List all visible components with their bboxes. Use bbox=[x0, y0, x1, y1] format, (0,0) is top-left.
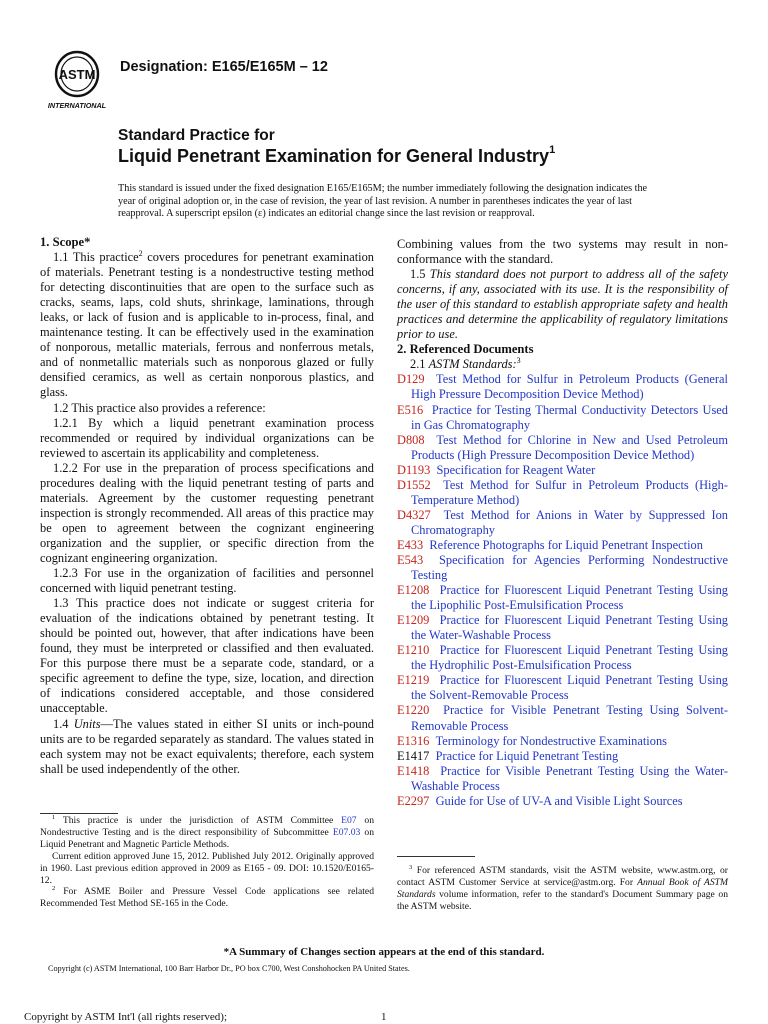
reference-title-link[interactable]: Test Method for Sulfur in Petroleum Products (General High Pressure Decomposition Device Method) bbox=[411, 372, 728, 402]
reference-code-link[interactable]: E1316 bbox=[397, 733, 430, 748]
para-1-3: 1.3 This practice does not indicate or suggest criteria for evaluation of the indications obtained by penetrant testing. It should be pointed out, however, that after indications have been found, they must be interpreted or classified and then evaluated. For this purpose there must be a separate code, standard, or a specific agreement to define the type, size, location, and direction of indications considered acceptable, and those considered unacceptable. bbox=[40, 596, 374, 716]
title-footnote-ref[interactable]: 1 bbox=[549, 144, 556, 156]
reference-code-link[interactable]: E433 bbox=[397, 537, 424, 552]
reference-code-link[interactable]: D129 bbox=[397, 372, 425, 387]
reference-item bbox=[397, 403, 728, 433]
reference-item bbox=[397, 553, 728, 583]
reference-title-link[interactable]: Practice for Fluorescent Liquid Penetrant Testing Using the Lipophilic Post-Emulsification Process bbox=[411, 583, 728, 613]
reference-item bbox=[397, 613, 728, 643]
reference-title-link[interactable]: Practice for Testing Thermal Conductivity Detectors Used in Gas Chromatography bbox=[411, 402, 728, 432]
svg-text:INTERNATIONAL: INTERNATIONAL bbox=[47, 101, 107, 110]
reference-item bbox=[397, 372, 728, 402]
reference-code-link[interactable]: E1208 bbox=[397, 583, 430, 598]
reference-title-link[interactable]: Reference Photographs for Liquid Penetrant Inspection bbox=[429, 537, 703, 552]
reference-code-link[interactable]: E1417 bbox=[397, 748, 430, 763]
footnotes-left bbox=[40, 815, 374, 910]
section-heading-referenced-documents: 2. Referenced Documents bbox=[397, 342, 534, 357]
footnote-divider-right bbox=[397, 856, 475, 857]
footnote-ref-3[interactable]: 3 bbox=[516, 356, 521, 366]
reference-item bbox=[397, 508, 728, 538]
page-title bbox=[118, 146, 555, 167]
right-column bbox=[397, 237, 728, 809]
para-1-2-1: 1.2.1 By which a liquid penetrant examination process recommended or required by individual organizations can be reviewed to ascertain its applicability and completeness. bbox=[40, 415, 374, 460]
reference-title-link[interactable]: Practice for Fluorescent Liquid Penetrant Testing Using the Water-Washable Process bbox=[411, 613, 728, 643]
subcommittee-e07-03-link[interactable]: E07.03 bbox=[332, 826, 361, 838]
para-1-4: 1.4 Units—The values stated in either SI units or inch-pound units are to be regarded separately as standard. The values stated in each system may not be exact equivalents; therefore, each system shall be used independently of the other. bbox=[40, 716, 374, 776]
reference-code-link[interactable]: E543 bbox=[397, 552, 424, 567]
reference-title-link[interactable]: Terminology for Nondestructive Examinations bbox=[435, 733, 667, 748]
reference-code-link[interactable]: E1209 bbox=[397, 613, 430, 628]
issue-note: This standard is issued under the fixed designation E165/E165M; the number immediately following the designation indicates the year of original adoption or, in the case of revision, the year of last revision. A number in parentheses indicates the year of last reapproval. A superscript epsilon (ε) indicates an editorial change since the last revision or reapproval. bbox=[118, 183, 648, 219]
reference-title-link[interactable]: Practice for Fluorescent Liquid Penetrant Testing Using the Solvent-Removable Process bbox=[411, 673, 728, 703]
page-number: 1 bbox=[381, 1011, 387, 1023]
section-heading-scope: 1. Scope* bbox=[40, 235, 91, 249]
footnote-1-edition: Current edition approved June 15, 2012. Published July 2012. Originally approved in 1960. Last previous edition approved in 2009 as E165 - 09. DOI: 10.1520/E0165-12. bbox=[40, 850, 374, 886]
reference-title-link[interactable]: Practice for Visible Penetrant Testing Using Solvent-Removable Process bbox=[411, 703, 728, 733]
reference-item bbox=[397, 463, 728, 478]
reference-item bbox=[397, 478, 728, 508]
copyright-notice: Copyright by ASTM Int'l (all rights reserved); bbox=[24, 1011, 228, 1023]
reference-title-link[interactable]: Test Method for Chlorine in New and Used Petroleum Products (High Pressure Decomposition Device Method) bbox=[411, 432, 729, 462]
reference-code-link[interactable]: E516 bbox=[397, 402, 424, 417]
reference-code-link[interactable]: D4327 bbox=[397, 507, 431, 522]
para-1-2: 1.2 This practice also provides a reference: bbox=[53, 400, 266, 415]
para-1-1: 1.1 This practice$^2$ covers procedures for penetrant examination of materials. Penetrant testing is a nondestructive testing method for detecting discontinuities that are open to the surface such as cracks, seams, laps, cold shuts, shrinkage, laminations, through leaks, or lack of fusion and is applicable to in-process, final, and maintenance testing. It can be effectively used in the examination of nonporous, metallic materials, ferrous and nonferrous metals, and of nonmetallic materials such as nonporous glazed or fully densified ceramics, as well as certain nonporous plastics, and glass. bbox=[40, 248, 374, 400]
reference-title-link[interactable]: Practice for Liquid Penetrant Testing bbox=[435, 748, 619, 763]
para-2-1: 2.1 ASTM Standards:$^3$ bbox=[410, 356, 521, 372]
reference-code-link[interactable]: D1552 bbox=[397, 477, 431, 492]
reference-code-link[interactable]: E2297 bbox=[397, 793, 430, 808]
reference-item bbox=[397, 749, 728, 764]
reference-code-link[interactable]: D808 bbox=[397, 432, 425, 447]
reference-item bbox=[397, 583, 728, 613]
para-1-5: 1.5 This standard does not purport to address all of the safety concerns, if any, associated with its use. It is the responsibility of the user of this standard to establish appropriate safety and health practices and determine the applicability of regulatory limitations prior to use. bbox=[397, 267, 728, 342]
reference-code-link[interactable]: E1219 bbox=[397, 673, 430, 688]
footnote-3: $^3$ For referenced ASTM standards, visit the ASTM website, www.astm.org, or contact ASTM Customer Service at service@astm.org. For Annual Book of ASTM Standards volume information, refer to the standard's Document Summary page on the ASTM website. bbox=[397, 863, 728, 912]
reference-code-link[interactable]: E1418 bbox=[397, 763, 430, 778]
reference-code-link[interactable]: E1220 bbox=[397, 703, 430, 718]
reference-title-link[interactable]: Specification for Reagent Water bbox=[436, 462, 596, 477]
footnote-2: $^2$ For ASME Boiler and Pressure Vessel Code applications see related Recommended Test Method SE-165 in the Code. bbox=[40, 885, 374, 910]
reference-item bbox=[397, 734, 728, 749]
reference-title-link[interactable]: Guide for Use of UV-A and Visible Light Sources bbox=[435, 793, 683, 808]
svg-text:ASTM: ASTM bbox=[58, 67, 96, 82]
astm-logo-icon bbox=[44, 50, 110, 112]
para-1-2-2: 1.2.2 For use in the preparation of process specifications and procedures dealing with the liquid penetrant testing of parts and materials. Agreement by the customer requesting penetrant inspection is strongly recommended. All areas of this practice may be open to agreement between the cognizant engineering organization and the supplier, or specific direction from the cognizant engineering organization. bbox=[40, 460, 374, 565]
reference-item bbox=[397, 703, 728, 733]
reference-title-link[interactable]: Test Method for Sulfur in Petroleum Products (High-Temperature Method) bbox=[411, 477, 728, 507]
summary-of-changes-note: *A Summary of Changes section appears at the end of this standard. bbox=[223, 946, 545, 958]
copyright-address: Copyright (c) ASTM International, 100 Barr Harbor Dr., PO box C700, West Conshohocken PA United States. bbox=[48, 964, 410, 973]
committee-e07-link[interactable]: E07 bbox=[341, 815, 357, 826]
page-title-text: Liquid Penetrant Examination for General Industry bbox=[118, 146, 550, 166]
para-1-4-continued: Combining values from the two systems may result in non-conformance with the standard. bbox=[397, 237, 728, 267]
reference-item bbox=[397, 538, 728, 553]
para-1-2-3: 1.2.3 For use in the organization of facilities and personnel concerned with liquid penetrant testing. bbox=[40, 566, 374, 596]
astm-logo bbox=[44, 50, 110, 112]
footnote-1: $^1$ This practice is under the jurisdiction of ASTM Committee E07 on Nondestructive Testing and is the direct responsibility of Subcommittee E07.03 on Liquid Penetrant and Magnetic Particle Methods. bbox=[40, 813, 374, 850]
reference-item bbox=[397, 643, 728, 673]
footnotes-right bbox=[397, 865, 728, 913]
footnote-ref-2[interactable]: 2 bbox=[138, 248, 143, 258]
reference-item bbox=[397, 433, 728, 463]
left-column bbox=[40, 235, 374, 777]
designation: Designation: E165/E165M – 12 bbox=[120, 59, 328, 75]
reference-item bbox=[397, 794, 728, 809]
reference-title-link[interactable]: Practice for Fluorescent Liquid Penetrant Testing Using the Hydrophilic Post-Emulsification Process bbox=[411, 643, 728, 673]
reference-title-link[interactable]: Specification for Agencies Performing Nondestructive Testing bbox=[411, 552, 728, 583]
referenced-standards-list bbox=[397, 372, 728, 808]
standard-practice-label: Standard Practice for bbox=[118, 127, 275, 144]
reference-code-link[interactable]: D1193 bbox=[397, 462, 431, 477]
reference-item bbox=[397, 673, 728, 703]
reference-code-link[interactable]: E1210 bbox=[397, 643, 430, 658]
reference-item bbox=[397, 764, 728, 794]
reference-title-link[interactable]: Test Method for Anions in Water by Suppressed Ion Chromatography bbox=[411, 507, 728, 537]
reference-title-link[interactable]: Practice for Visible Penetrant Testing Using the Water-Washable Process bbox=[411, 763, 728, 793]
